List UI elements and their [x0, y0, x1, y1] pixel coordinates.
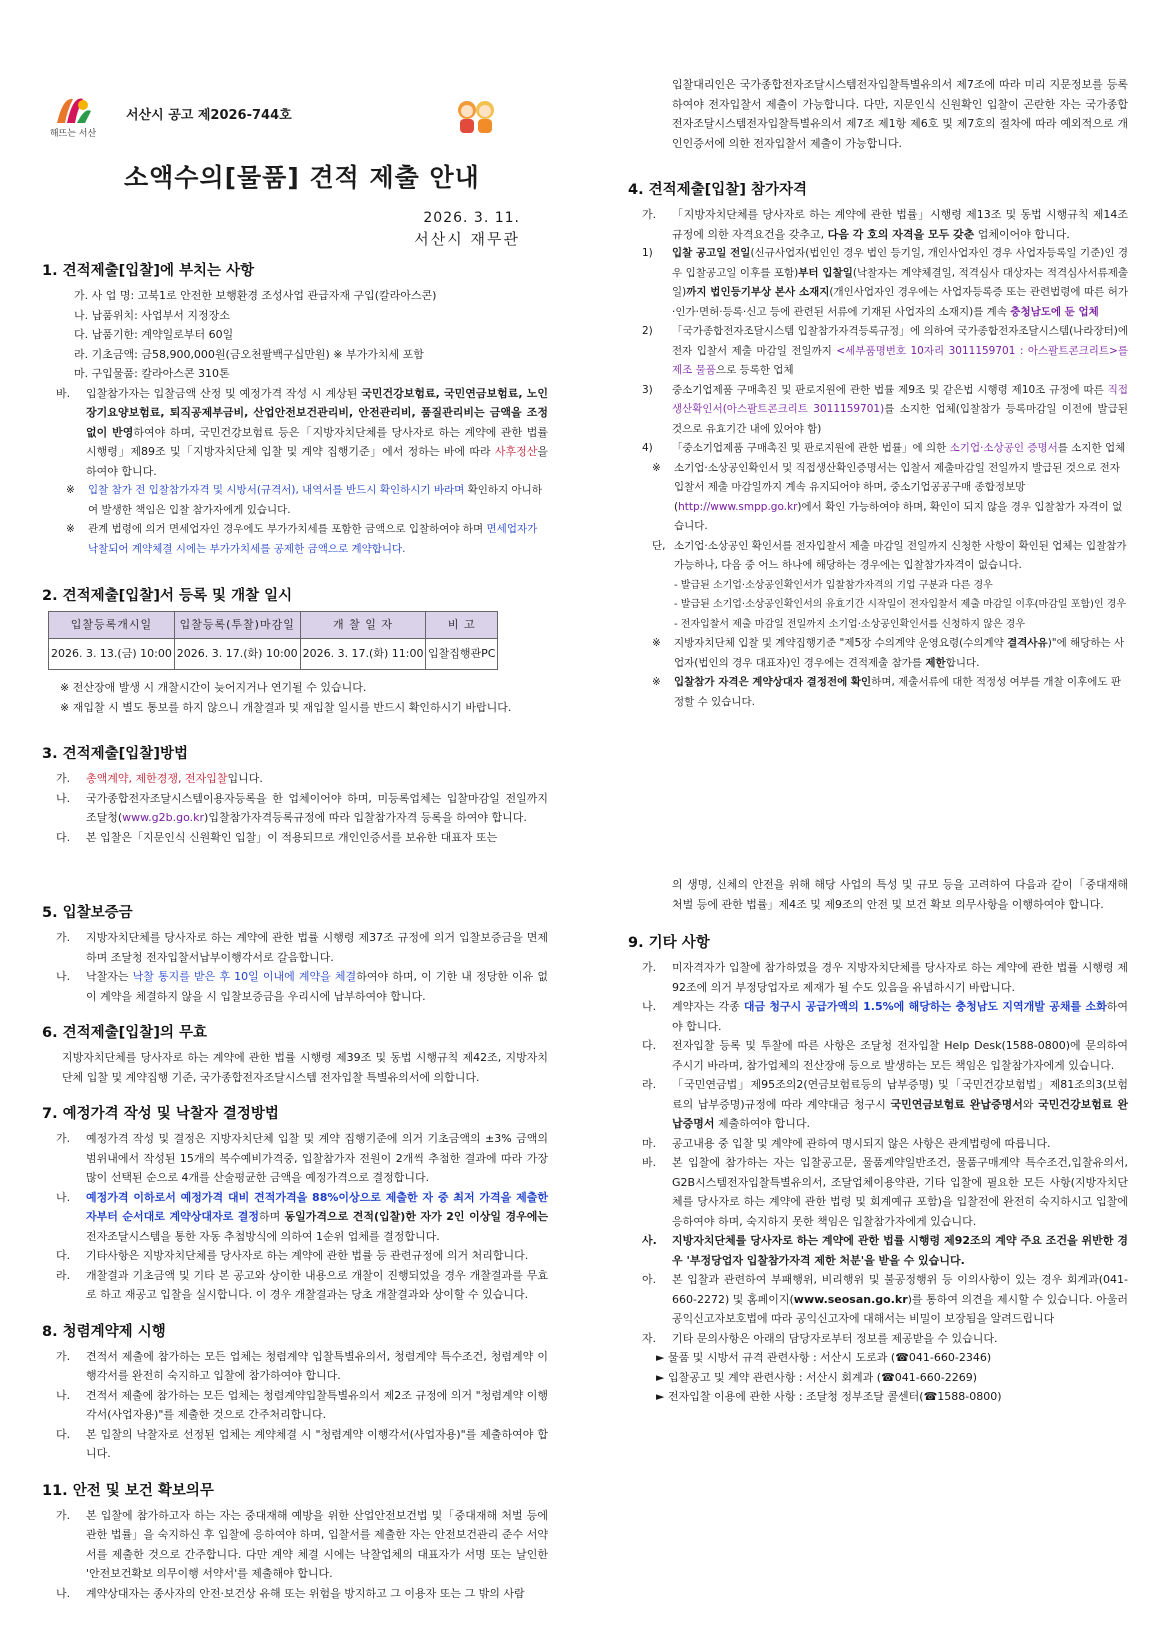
s2-note-2: ※ 재입찰 시 별도 통보를 하지 않으니 개찰결과 및 재입찰 일시를 반드시 확인하시기 바랍니다.	[60, 700, 512, 714]
schedule-table	[48, 611, 498, 670]
s5-item-na: 나. 낙찰자는 낙찰 통지를 받은 후 10일 이내에 계약을 체결하여야 하며, 이 기한 내 정당한 이유 없이 계약을 체결하지 않을 시 입찰보증금을 우리시에 납부하여야 합니다.	[56, 970, 548, 1003]
table-cell: 2026. 3. 17.(화) 10:00	[174, 639, 300, 670]
notice-header	[42, 90, 548, 142]
s9-item-a: 아. 본 입찰과 관련하여 부패행위, 비리행위 및 불공정행위 등 이의사항이 있는 경우 회계과(041-660-2272) 및 홈페이지(www.seosan.go.kr)를 통하여 의견을 제시할 수 있습니다. 아울러 공익신고자보호법에 따라 공익신고자에 대해서는 비밀이 보장됨을 알려드립니다	[642, 1273, 1128, 1325]
section-8-title: 8. 청렴계약제 시행	[42, 1323, 166, 1340]
s4-item-2: 2) 「국가종합전자조달시스템 입찰참가자격등록규정」에 의하여 국가종합전자조달시스템(나라장터)에 전자 입찰서 제출 마감일 전일까지 <세부품명번호 10자리 3011159701 : 아스팔트콘크리트>를 제조 물품으로 등록한 업체	[642, 325, 1128, 376]
s1-item-ma: 마. 구입물품: 칼라아스콘 310톤	[74, 367, 230, 380]
s11-item-na: 나. 계약상대자는 종사자의 안전·보건상 유해 또는 위험을 방지하고 그 이용자 또는 그 밖의 사람	[56, 1586, 525, 1600]
s4-dash-2: - 발급된 소기업·소상공인확인서의 유효기간 시작일이 전자입찰서 제출 마감일 이후(마감일 포함)인 경우	[674, 599, 1127, 610]
s4-item-1: 1) 입찰 공고일 전일(신규사업자(법인인 경우 법인 등기일, 개인사업자인 경우 사업자등록일 기준)인 경우 입찰공고일 이후를 포함)부터 입찰일(낙찰자는 계약체결일, 적격심사 대상자는 적격심사서류제출일)까지 법인등기부상 본사 소재지(개인사업자인 경우에는 사업자등록증 또는 관련법령에 따른 허가·인가·면허·등록·신고 등에 관련된 서류에 기재된 사업자의 소재지)를 계속 충청남도에 둔 업체	[642, 247, 1129, 318]
section-4-title: 4. 견적제출[입찰] 참가자격	[628, 182, 808, 198]
table-header: 입찰등록개시일	[49, 612, 175, 639]
s4-item-ga: 가. 「지방자치단체를 당사자로 하는 계약에 관한 법률」시행령 제13조 및 동법 시행규칙 제14조 규정에 의한 자격요건을 갖추고, 다음 각 호의 자격을 모두 갖춘 업체이어야 합니다.	[642, 208, 1128, 241]
s4-note-1: ※ 소기업·소상공인확인서 및 직접생산확인증명서는 입찰서 제출마감일 전일까지 발급된 것으로 전자입찰서 제출 마감일까지 계속 유지되어야 하며, 중소기업공공구매 종합정보망(http://www.smpp.go.kr)에서 확인 가능하여야 하며, 확인이 되지 않을 경우 입찰참가 자격이 없습니다.	[652, 461, 1123, 532]
s1-item-ra: 라. 기초금액: 금58,900,000원(금오천팔백구십만원) ※ 부가가치세 포함	[74, 347, 424, 361]
s6-body: 지방자치단체를 당사자로 하는 계약에 관한 법률 시행령 제39조 및 동법 시행규칙 제42조, 지방자치단체 입찰 및 계약집행 기준, 국가종합전자조달시스템 전자입찰 특별유의서에 의합니다.	[62, 1051, 548, 1084]
table-header: 개 찰 일 자	[300, 612, 426, 639]
s1-note-2: ※ 관계 법령에 의거 면세업자인 경우에도 부가가치세를 포함한 금액으로 입찰하여야 하며 면세업자가 낙찰되어 계약체결 시에는 부가가치세를 공제한 금액으로 계약합니다.	[66, 523, 538, 555]
s2-note-1: ※ 전산장애 발생 시 개찰시간이 늦어지거나 연기될 수 있습니다.	[60, 681, 367, 694]
g2b-link[interactable]: www.g2b.go.kr	[122, 811, 205, 824]
table-row	[49, 639, 498, 670]
s8-item-da: 다. 본 입찰의 낙찰자로 선정된 업체는 계약체결 시 "청렴계약 이행각서(사업자용)"를 제출하여야 합니다.	[56, 1427, 548, 1460]
contact-spec: ► 물품 및 시방서 규격 관련사항 : 서산시 도로과 (☎041-660-2346)	[656, 1351, 992, 1364]
s1-item-na: 나. 납품위치: 사업부서 지정장소	[74, 308, 230, 322]
mascot-icon	[454, 96, 498, 136]
s9-item-sa: 사. 지방자치단체를 당사자로 하는 계약에 관한 법률 시행령 제92조의 계약 주요 조건을 위반한 경우 '부정당업자 입찰참가자격 제한 처분'을 받을 수 있습니다.	[642, 1234, 1128, 1267]
s7-item-ra: 라. 개찰결과 기초금액 및 기타 본 공고와 상이한 내용으로 개찰이 진행되었을 경우 개찰결과를 무효로 하고 재공고 입찰을 실시합니다. 이 경우 개찰결과는 당초 개찰결과와 상이할 수 있습니다.	[56, 1268, 548, 1301]
s1-item-ga: 가. 사 업 명: 고북1로 안전한 보행환경 조성사업 관급자재 구입(칼라아스콘)	[74, 289, 437, 302]
s8-item-ga: 가. 견적서 제출에 참가하는 모든 업체는 청렴계약 입찰특별유의서, 청렴계약 특수조건, 청렴계약 이행각서를 완전히 숙지하고 입찰에 참가하여야 합니다.	[56, 1349, 548, 1382]
s7-item-ga: 가. 예정가격 작성 및 결정은 지방자치단체 입찰 및 계약 집행기준에 의거 기초금액의 ±3% 금액의 범위내에서 작성된 15개의 복수예비가격중, 입찰참가자 전원이 2개씩 추첨한 결과에 따라 가장 많이 선택된 순으로 4개를 산술평균한 금액을 예정가격으로 결정합니다.	[56, 1132, 548, 1184]
table-header: 입찰등록(투찰)마감일	[174, 612, 300, 639]
table-cell: 2026. 3. 13.(금) 10:00	[49, 639, 175, 670]
s7-item-na: 나. 예정가격 이하로서 예정가격 대비 견적가격을 88%이상으로 제출한 자 중 최저 가격을 제출한 자부터 순서대로 계약상대자로 결정하며 동일가격으로 견적(입찰)한 자가 2인 이상일 경우에는 전자조달시스템을 통한 자동 추첨방식에 의하여 1순위 업체를 결정합니다.	[56, 1190, 548, 1243]
page1-left-column	[42, 90, 548, 847]
s9-item-ja: 자. 기타 문의사항은 아래의 담당자로부터 정보를 제공받을 수 있습니다.	[642, 1331, 998, 1345]
section-1-title: 1. 견적제출[입찰]에 부치는 사항	[42, 263, 255, 279]
smpp-link[interactable]: http://www.smpp.go.kr	[678, 500, 798, 513]
s4-dash-3: - 전자입찰서 제출 마감일 전일까지 소기업·소상공인확인서를 신청하지 않은 경우	[674, 618, 1025, 630]
section-3-title: 3. 견적제출[입찰]방법	[42, 746, 188, 762]
table-cell: 입찰집행관PC	[426, 639, 498, 670]
notice-date: 2026. 3. 11.	[423, 210, 520, 226]
document-title: 소액수의[물품] 견적 제출 안내	[124, 163, 480, 192]
section-6-title: 6. 견적제출[입찰]의 무효	[42, 1025, 208, 1041]
contact-ebid: ► 전자입찰 이용에 관한 사항 : 조달청 정부조달 콜센터(☎1588-0800)	[656, 1390, 1002, 1403]
section-2-title: 2. 견적제출[입찰]서 등록 및 개찰 일시	[42, 588, 293, 604]
page2-left-column	[42, 892, 548, 1603]
logo-text: 해뜨는 서산	[49, 128, 97, 139]
s4-dash-1: - 발급된 소기업·소상공인확인서가 입찰참가자격의 기업 구분과 다른 경우	[674, 579, 993, 591]
s4-note-dan: 단, 소기업·소상공인 확인서를 전자입찰서 제출 마감일 전일까지 신청한 사항이 확인된 업체는 입찰참가 가능하나, 다음 중 어느 하나에 해당하는 경우에는 입찰참가자격이 없습니다.	[652, 539, 1127, 571]
s3-item-ga: 가. 총액계약, 제한경쟁, 전자입찰입니다.	[56, 772, 263, 785]
s1-item-da: 다. 납품기한: 계약일로부터 60일	[74, 328, 234, 341]
s4-note-3: ※ 입찰참가 자격은 계약상대자 결정전에 확인하며, 제출서류에 대한 적정성 여부를 개찰 이후에도 판정할 수 있습니다.	[652, 676, 1122, 708]
s8-item-na: 나. 견적서 제출에 참가하는 모든 업체는 청렴계약입찰특별유의서 제2조 규정에 의거 "청렴계약 이행각서(사업자용)"를 제출한 것으로 간주처리합니다.	[56, 1388, 548, 1421]
s7-item-da: 다. 기타사항은 지방자치단체를 당사자로 하는 계약에 관한 법률 등 관련규정에 의거 처리합니다.	[56, 1249, 529, 1262]
s5-item-ga: 가. 지방자치단체를 당사자로 하는 계약에 관한 법률 시행령 제37조 규정에 의거 입찰보증금을 면제하며 조달청 전자입찰서납부이행각서로 갈음합니다.	[56, 931, 548, 964]
s11-continuation: 의 생명, 신체의 안전을 위해 해당 사업의 특성 및 규모 등을 고려하여 다음과 같이「중대재해 처벌 등에 관한 법률」제4조 및 제9조의 안전 및 보건 확보 의무사항을 이행하여야 합니다.	[672, 878, 1128, 911]
s9-item-na: 나. 계약자는 각종 대금 청구시 공급가액의 1.5%에 해당하는 충청남도 지역개발 공채를 소화하여야 합니다.	[642, 1000, 1128, 1033]
s4-item-4: 4) 「중소기업제품 구매촉진 및 판로지원에 관한 법률」에 의한 소기업·소상공인 증명서를 소지한 업체	[642, 442, 1126, 454]
section-9-title: 9. 기타 사항	[628, 935, 710, 951]
issuing-org: 서산시 재무관	[414, 230, 520, 248]
table-cell: 2026. 3. 17.(화) 11:00	[300, 639, 426, 670]
s9-item-ba: 바. 본 입찰에 참가하는 자는 입찰공고문, 물품계약일반조건, 물품구매계약 특수조건,입찰유의서, G2B시스템전자입찰특별유의서, 조달업체이용약관, 기타 입찰에 필요한 모든 사항(지방자치단체를 당사자로 하는 계약에 관한 법령 및 회계예규 포함)을 입찰전에 완전히 숙지하시고 입찰에 응하여야 하며, 숙지하지 못한 책임은 입찰참가자에게 있습니다.	[642, 1156, 1128, 1228]
page1-right-column	[628, 75, 1128, 712]
notice-number: 서산시 공고 제2026-744호	[126, 108, 292, 124]
s1-note-1: ※ 입찰 참가 전 입찰참가자격 및 시방서(규격서), 내역서를 반드시 확인하시기 바라며 확인하지 아니하여 발생한 책임은 입찰 참가자에게 있습니다.	[66, 484, 542, 516]
section-5-title: 5. 입찰보증금	[42, 905, 133, 921]
s1-item-ba: 바. 입찰참가자는 입찰금액 산정 및 예정가격 작성 시 계상된 국민건강보험료, 국민연금보험료, 노인장기요양보험료, 퇴직공제부금비, 산업안전보건관리비, 안전관리비, 품질관리비는 금액을 조정 없이 반영하여야 하며, 국민건강보험료 등은「지방자치단체를 당사자로 하는 계약에 관한 법률 시행령」제89조 및「지방자치단체 입찰 및 계약 집행기준」에서 정하는 바에 따라 사후정산을 하여야 합니다.	[56, 386, 548, 478]
seosan-logo-icon	[53, 93, 93, 127]
city-logo	[42, 93, 104, 140]
seosan-homepage-link[interactable]: www.seosan.go.kr	[793, 1292, 908, 1306]
s3-item-na: 나. 국가종합전자조달시스템이용자등록을 한 업체이어야 하며, 미등록업체는 입찰마감일 전일까지 조달청(www.g2b.go.kr)입찰참가자격등록규정에 따라 입찰참가자격 등록을 하여야 합니다.	[56, 791, 548, 824]
s11-item-ga: 가. 본 입찰에 참가하고자 하는 자는 중대재해 예방을 위한 산업안전보건법 및「중대재해 처벌 등에 관한 법률」을 숙지하신 후 입찰에 응하여야 하며, 입찰서를 제출한 자는 안전보건관리 준수 서약서를 제출한 것으로 간주합니다. 다만 계약 체결 시에는 낙찰업체의 대표자가 서명 또는 날인한 '안전보건확보 의무이행 서약서'를 제출해야 합니다.	[56, 1508, 548, 1580]
s4-note-2: ※ 지방자치단체 입찰 및 계약집행기준 "제5장 수의계약 운영요령(수의계약 결격사유)"에 해당하는 사업자(법인의 경우 대표자)인 경우에는 견적제출 참가를 제한합니다.	[652, 637, 1125, 669]
s9-item-ma: 마. 공고내용 중 입찰 및 계약에 관하여 명시되지 않은 사항은 관계법령에 따릅니다.	[642, 1136, 1051, 1150]
s9-item-ga: 가. 미자격자가 입찰에 참가하였을 경우 지방자치단체를 당사자로 하는 계약에 관한 법률 시행령 제92조에 의거 부정당업자로 제재가 될 수도 있음을 유념하시기 바랍니다.	[642, 961, 1128, 994]
s9-item-da: 다. 전자입찰 등록 및 투찰에 따른 사항은 조달청 전자입찰 Help Desk(1588-0800)에 문의하여 주시기 바라며, 참가업체의 전산장애 등으로 발생하는 모든 책임은 입찰참가자에게 있습니다.	[642, 1039, 1128, 1072]
page2-right-column	[628, 875, 1128, 1407]
contact-contract: ► 입찰공고 및 계약 관련사항 : 서산시 회계과 (☎041-660-2269)	[656, 1370, 977, 1384]
table-header: 비 고	[426, 612, 498, 639]
section-11-title: 11. 안전 및 보건 확보의무	[42, 1482, 214, 1499]
s3-item-da: 다. 본 입찰은「지문인식 신원확인 입찰」이 적용되므로 개인인증서를 보유한 대표자 또는	[56, 830, 498, 844]
s4-item-3: 3) 중소기업제품 구매촉진 및 판로지원에 관한 법률 제9조 및 같은법 시행령 제10조 규정에 따른 직접생산확인서(아스팔트콘크리트 3011159701)를 소지한 업체(입찰참가 등록마감일 이전에 발급된 것으로 유효기간 내에 있어야 함)	[642, 383, 1128, 435]
s9-item-ra: 라. 「국민연금법」제95조의2(연금보험료등의 납부증명) 및「국민건강보험법」제81조의3(보험료의 납부증명)규정에 따라 계약대금 청구시 국민연금보험료 완납증명서와 국민건강보험료 완납증명서 제출하여야 합니다.	[642, 1078, 1128, 1130]
s3-continuation: 입찰대리인은 국가종합전자조달시스템전자입찰특별유의서 제7조에 따라 미리 지문정보를 등록하여야 전자입찰서 제출이 가능합니다. 다만, 지문인식 신원확인 입찰이 곤란한 자는 국가종합전자조달시스템전자입찰특별유의서 제7조 제1항 제6호 및 제7호의 절차에 따라 예외적으로 개인인증서에 의한 전자입찰서 제출이 가능합니다.	[672, 78, 1128, 150]
section-7-title: 7. 예정가격 작성 및 낙찰자 결정방법	[42, 1106, 279, 1122]
